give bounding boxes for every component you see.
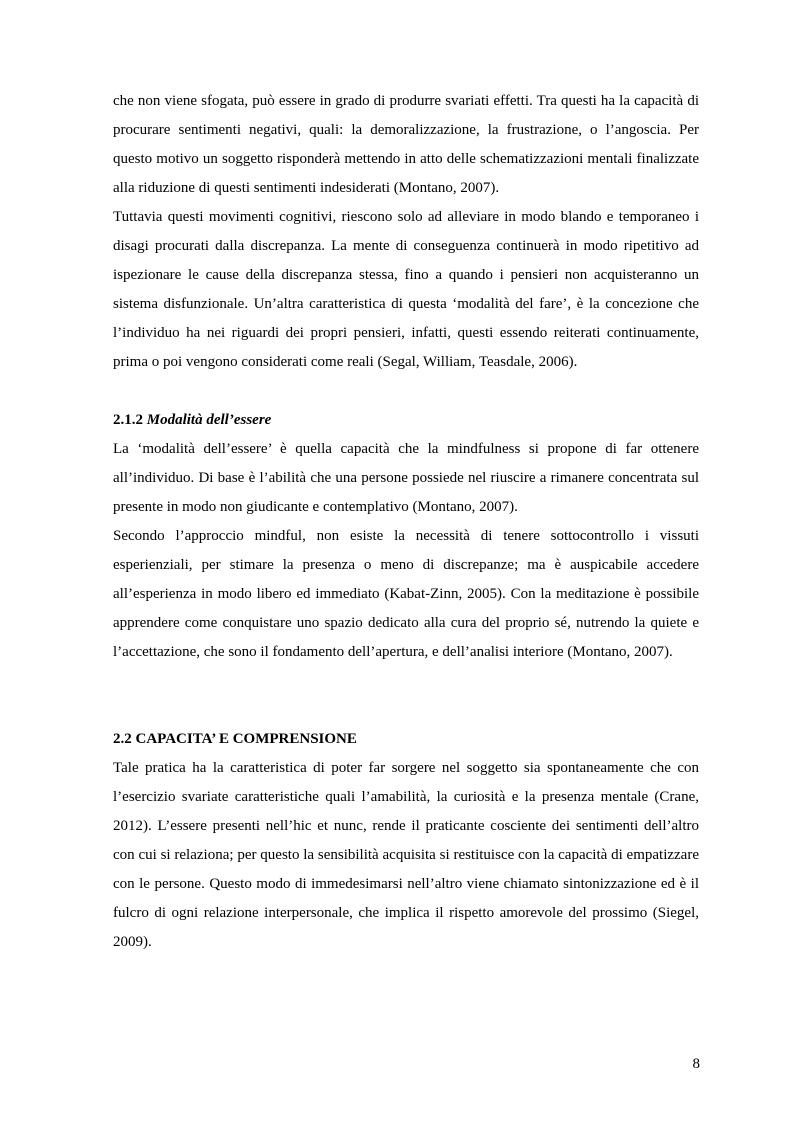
section-title: Modalità dell’essere	[146, 412, 272, 428]
spacer	[113, 377, 699, 406]
section-heading-2-2: 2.2 CAPACITA’ E COMPRENSIONE	[113, 731, 357, 747]
spacer	[113, 667, 699, 725]
page-number: 8	[692, 1056, 700, 1072]
paragraph: che non viene sfogata, può essere in grado di produrre svariati effetti. Tra questi ha la capacità di procurare sentimenti negativi, quali: la demoralizzazione, la frustrazione, o l’angoscia. Per questo motivo un soggetto risponderà mettendo in atto delle schematizzazioni mentali finalizzate alla riduzione di questi sentimenti indesiderati (Montano, 2007).	[113, 93, 699, 196]
paragraph: Secondo l’approccio mindful, non esiste la necessità di tenere sottocontrollo i vissuti esperienziali, per stimare la presenza o meno di discrepanze; ma è auspicabile accedere all’esperienza in modo libero ed immediato (Kabat-Zinn, 2005). Con la meditazione è possibile apprendere come conquistare uno spazio dedicato alla cura del proprio sé, nutrendo la quiete e l’accettazione, che sono il fondamento dell’apertura, e dell’analisi interiore (Montano, 2007).	[113, 528, 699, 660]
section-heading-2-1-2	[113, 406, 699, 435]
paragraph: La ‘modalità dell’essere’ è quella capacità che la mindfulness si propone di far ottenere all’individuo. Di base è l’abilità che una persone possiede nel riuscire a rimanere concentrata sul presente in modo non giudicante e contemplativo (Montano, 2007).	[113, 441, 699, 515]
paragraph: Tale pratica ha la caratteristica di poter far sorgere nel soggetto sia spontaneamente che con l’esercizio svariate caratteristiche quali l’amabilità, la curiosità e la presenza mentale (Crane, 2012). L’essere presenti nell’hic et nunc, rende il praticante cosciente dei sentimenti dell’altro con cui si relaziona; per questo la sensibilità acquisita si restituisce con la capacità di empatizzare con le persone. Questo modo di immedesimarsi nell’altro viene chiamato sintonizzazione ed è il fulcro di ogni relazione interpersonale, che implica il rispetto amorevole del prossimo (Siegel, 2009).	[113, 760, 699, 950]
body-text	[113, 87, 699, 957]
paragraph: Tuttavia questi movimenti cognitivi, riescono solo ad alleviare in modo blando e temporaneo i disagi procurati dalla discrepanza. La mente di conseguenza continuerà in modo ripetitivo ad ispezionare le cause della discrepanza stessa, fino a quando i pensieri non acquisteranno un sistema disfunzionale. Un’altra caratteristica di questa ‘modalità del fare’, è la concezione che l’individuo ha nei riguardi dei propri pensieri, infatti, questi essendo reiterati continuamente, prima o poi vengono considerati come reali (Segal, William, Teasdale, 2006).	[113, 209, 699, 370]
section-number: 2.1.2	[113, 412, 143, 428]
